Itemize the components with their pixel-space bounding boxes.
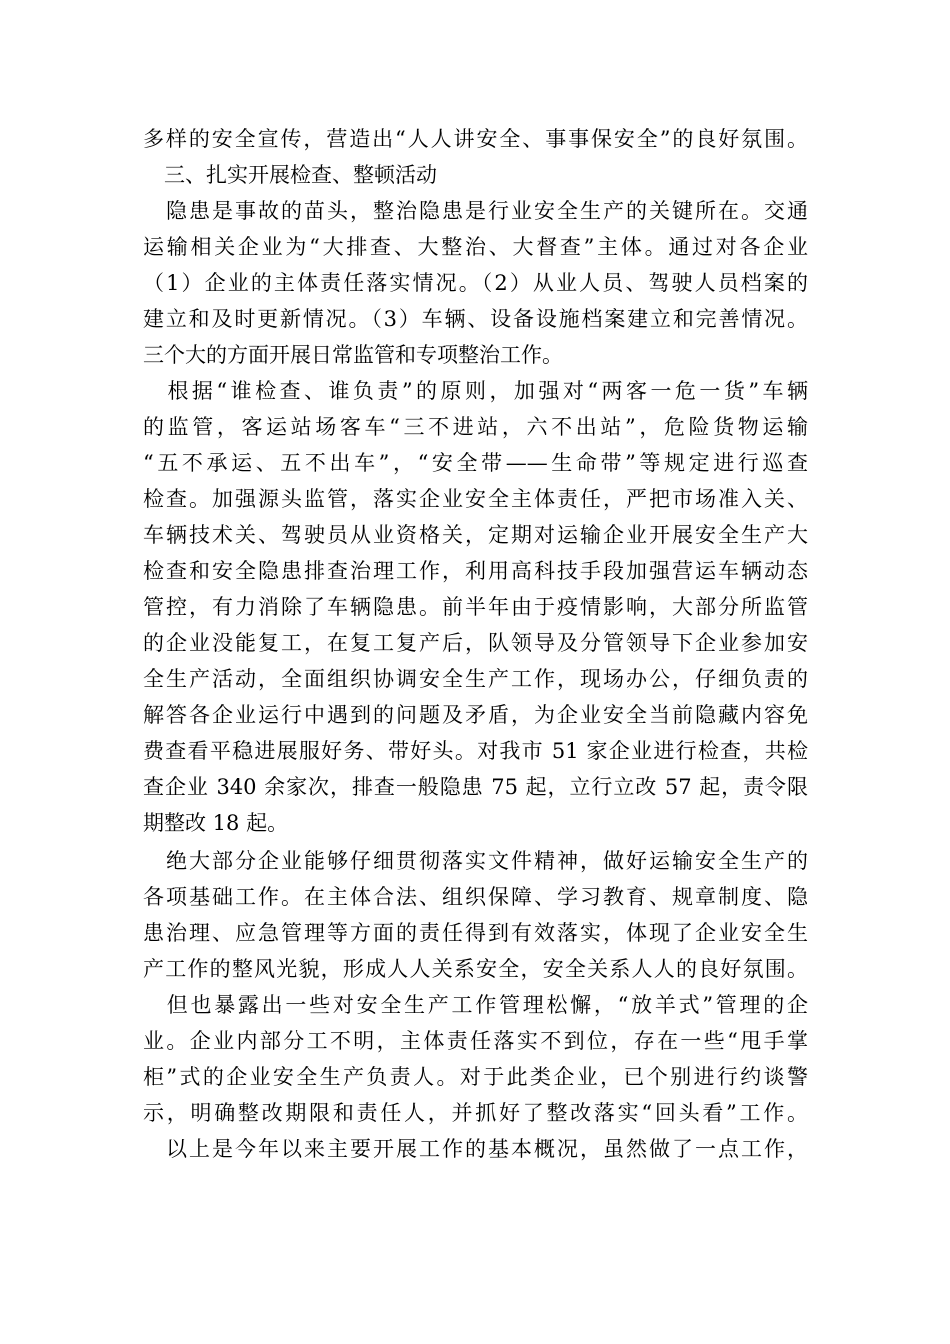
text-line: 车辆技术关、驾驶员从业资格关，定期对运输企业开展安全生产大 <box>143 523 808 547</box>
text-line: 的企业没能复工，在复工复产后，队领导及分管领导下企业参加安 <box>143 631 808 655</box>
text-line: 隐患是事故的苗头，整治隐患是行业安全生产的关键所在。交通 <box>143 199 808 223</box>
text-line: 全生产活动，全面组织协调安全生产工作，现场办公，仔细负责的 <box>143 667 808 691</box>
text-line: 患治理、应急管理等方面的责任得到有效落实，体现了企业安全生 <box>143 921 808 945</box>
text-line: 期整改 18 起。 <box>143 811 289 835</box>
section-heading: 三、扎实开展检查、整顿活动 <box>143 163 437 187</box>
text-line: 的监管，客运站场客车“三不进站，六不出站”，危险货物运输 <box>143 415 808 439</box>
text-line: 根据“谁检查、谁负责”的原则，加强对“两客一危一货”车辆 <box>143 379 808 403</box>
text-line: （1）企业的主体责任落实情况。（2）从业人员、驾驶人员档案的 <box>143 271 808 295</box>
text-line: 业。企业内部分工不明，主体责任落实不到位，存在一些“甩手掌 <box>143 1029 808 1053</box>
text-line: 管控，有力消除了车辆隐患。前半年由于疫情影响，大部分所监管 <box>143 595 808 619</box>
text-line: 但也暴露出一些对安全生产工作管理松懈，“放羊式”管理的企 <box>143 993 808 1017</box>
document-page <box>143 121 808 1167</box>
text-line: 绝大部分企业能够仔细贯彻落实文件精神，做好运输安全生产的 <box>143 849 808 873</box>
text-line: 查企业 340 余家次，排查一般隐患 75 起，立行立改 57 起，责令限 <box>143 775 808 799</box>
text-line: 建立和及时更新情况。（3）车辆、设备设施档案建立和完善情况。 <box>143 307 808 331</box>
text-line: “五不承运、五不出车”，“安全带——生命带”等规定进行巡查 <box>143 451 808 475</box>
text-line: 示，明确整改期限和责任人，并抓好了整改落实“回头看”工作。 <box>143 1101 808 1125</box>
text-line: 以上是今年以来主要开展工作的基本概况，虽然做了一点工作， <box>143 1137 808 1161</box>
text-line: 运输相关企业为“大排查、大整治、大督查”主体。通过对各企业 <box>143 235 808 259</box>
text-line: 检查。加强源头监管，落实企业安全主体责任，严把市场准入关、 <box>143 487 808 511</box>
text-line: 多样的安全宣传，营造出“人人讲安全、事事保安全”的良好氛围。 <box>143 127 808 151</box>
text-line: 检查和安全隐患排查治理工作，利用高科技手段加强营运车辆动态 <box>143 559 808 583</box>
text-line: 柜”式的企业安全生产负责人。对于此类企业，已个别进行约谈警 <box>143 1065 808 1089</box>
text-line: 三个大的方面开展日常监管和专项整治工作。 <box>143 343 563 367</box>
text-line: 费查看平稳进展服好务、带好头。对我市 51 家企业进行检查，共检 <box>143 739 808 763</box>
text-line: 产工作的整风光貌，形成人人关系安全，安全关系人人的良好氛围。 <box>143 957 808 981</box>
text-line: 各项基础工作。在主体合法、组织保障、学习教育、规章制度、隐 <box>143 885 808 909</box>
text-line: 解答各企业运行中遇到的问题及矛盾，为企业安全当前隐藏内容免 <box>143 703 808 727</box>
